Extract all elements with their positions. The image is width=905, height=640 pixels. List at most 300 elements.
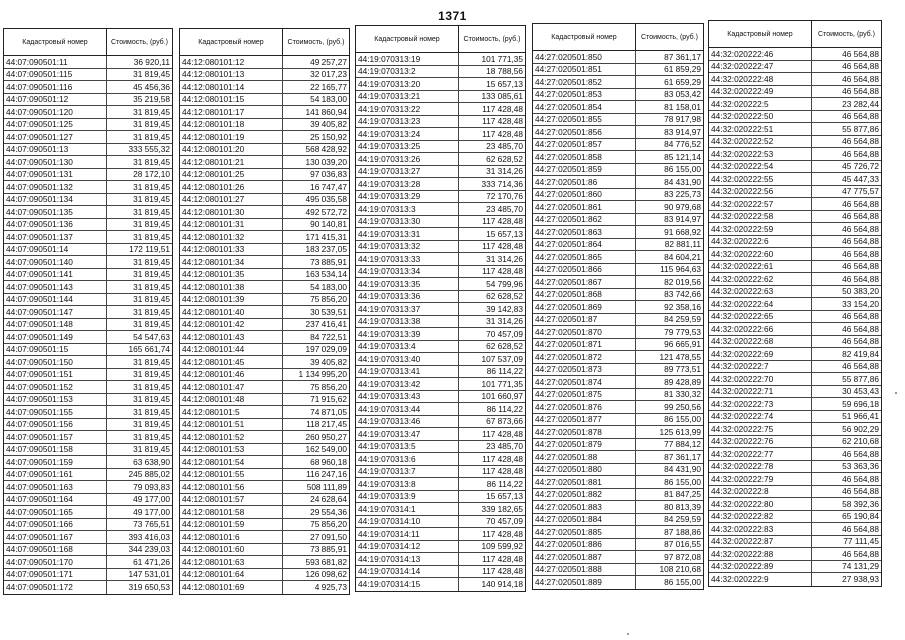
cadastral-number-cell: 44:27:020501:867 <box>533 276 636 288</box>
cost-cell: 117 428,48 <box>482 116 523 127</box>
table-row <box>356 241 525 254</box>
table-row <box>533 451 703 464</box>
cost-cell: 27 091,50 <box>310 531 347 542</box>
cadastral-number-cell: 44:07:090501:140 <box>4 256 107 268</box>
cost-cell: 77 884,12 <box>664 439 701 450</box>
table-row <box>533 364 703 377</box>
cost-cell: 162 549,00 <box>305 444 347 455</box>
table-row <box>4 194 172 207</box>
cadastral-number-cell: 44:07:090501:149 <box>4 331 107 343</box>
cadastral-number-cell: 44:07:090501:141 <box>4 269 107 281</box>
table-row <box>356 378 525 391</box>
cost-cell: 46 564,88 <box>842 86 879 97</box>
table-row <box>356 203 525 216</box>
cost-cell: 46 564,88 <box>842 336 879 347</box>
cost-cell: 86 114,22 <box>486 366 523 377</box>
cadastral-number-cell: 44:07:090501:171 <box>4 569 107 581</box>
table-row <box>4 119 172 132</box>
cadastral-number-cell: 44:19:070313:44 <box>356 403 459 415</box>
table-row <box>709 73 881 86</box>
table-row <box>533 564 703 577</box>
table-row <box>356 366 525 379</box>
table-row <box>356 528 525 541</box>
table-row <box>4 169 172 182</box>
cost-cell: 508 111,89 <box>306 481 347 492</box>
cost-cell: 46 564,88 <box>842 148 879 159</box>
cost-cell: 245 885,02 <box>128 469 170 480</box>
cost-cell: 81 847,25 <box>664 489 701 500</box>
cost-cell: 45 456,36 <box>133 81 170 92</box>
cadastral-number-cell: 44:27:020501:851 <box>533 64 636 76</box>
cadastral-number-cell: 44:12:080101:34 <box>180 256 283 268</box>
table-row <box>4 281 172 294</box>
table-row <box>180 56 349 69</box>
cadastral-number-cell: 44:27:020501:875 <box>533 389 636 401</box>
table-row <box>533 489 703 502</box>
cost-cell: 73 885,91 <box>310 256 347 267</box>
table-row <box>180 494 349 507</box>
cadastral-number-cell: 44:32:020222:59 <box>709 223 812 235</box>
cadastral-number-cell: 44:19:070313:34 <box>356 266 459 278</box>
cost-cell: 46 564,88 <box>842 136 879 147</box>
cadastral-number-cell: 44:19:070313:42 <box>356 378 459 390</box>
header-cost: Стоимость, (руб.) <box>111 38 168 46</box>
header-cost: Стоимость, (руб.) <box>463 35 521 43</box>
table-row <box>709 573 881 586</box>
cadastral-number-cell: 44:19:070314:12 <box>356 541 459 553</box>
cost-cell: 49 257,27 <box>310 56 347 67</box>
cadastral-number-cell: 44:19:070314:14 <box>356 566 459 578</box>
cadastral-number-cell: 44:32:020222:65 <box>709 311 812 323</box>
cost-cell: 46 564,88 <box>842 311 879 322</box>
cost-cell: 79 093,83 <box>133 481 170 492</box>
cadastral-number-cell: 44:07:090501:137 <box>4 231 107 243</box>
table-row <box>709 261 881 274</box>
cost-cell: 83 053,42 <box>664 89 701 100</box>
table-row <box>4 81 172 94</box>
cadastral-number-cell: 44:27:020501:856 <box>533 126 636 138</box>
cost-cell: 63 638,90 <box>133 456 170 467</box>
table-row <box>180 569 349 582</box>
table-column-1 <box>3 28 173 595</box>
cost-cell: 46 564,88 <box>842 548 879 559</box>
cost-cell: 46 564,88 <box>842 236 879 247</box>
cost-cell: 89 428,89 <box>664 376 701 387</box>
table-row <box>4 131 172 144</box>
table-row <box>533 289 703 302</box>
cost-cell: 39 142,83 <box>486 303 523 314</box>
cost-cell: 117 428,48 <box>482 241 523 252</box>
cadastral-number-cell: 44:07:090501:131 <box>4 169 107 181</box>
table-row <box>709 286 881 299</box>
table-header <box>533 24 703 51</box>
table-row <box>709 486 881 499</box>
cost-cell: 339 182,65 <box>481 503 523 514</box>
header-cadastral-number: Кадастровый номер <box>356 26 459 52</box>
table-row <box>4 419 172 432</box>
cadastral-number-cell: 44:32:020222:78 <box>709 461 812 473</box>
table-row <box>180 181 349 194</box>
table-row <box>180 69 349 82</box>
cadastral-number-cell: 44:27:020501:874 <box>533 376 636 388</box>
cadastral-number-cell: 44:27:020501:868 <box>533 289 636 301</box>
cost-cell: 30 539,51 <box>310 306 347 317</box>
table-row <box>4 531 172 544</box>
cadastral-number-cell: 44:12:080101:6 <box>180 531 283 543</box>
table-row <box>533 139 703 152</box>
table-row <box>709 223 881 236</box>
cadastral-number-cell: 44:19:070314:11 <box>356 528 459 540</box>
cadastral-number-cell: 44:12:080101:58 <box>180 506 283 518</box>
cadastral-number-cell: 44:19:070313:27 <box>356 166 459 178</box>
cadastral-number-cell: 44:32:020222:49 <box>709 86 812 98</box>
cost-cell: 31 819,45 <box>133 294 170 305</box>
table-row <box>180 419 349 432</box>
cost-cell: 46 564,88 <box>842 523 879 534</box>
cadastral-number-cell: 44:12:080101:31 <box>180 219 283 231</box>
cost-cell: 163 534,14 <box>305 269 347 280</box>
cadastral-number-cell: 44:32:020222:9 <box>709 573 812 586</box>
table-header <box>4 29 172 56</box>
table-row <box>533 501 703 514</box>
cadastral-number-cell: 44:07:090501:144 <box>4 294 107 306</box>
table-row <box>4 219 172 232</box>
cadastral-number-cell: 44:12:080101:69 <box>180 581 283 594</box>
cost-cell: 81 330,32 <box>664 389 701 400</box>
cost-cell: 117 428,48 <box>482 266 523 277</box>
cadastral-number-cell: 44:12:080101:13 <box>180 69 283 81</box>
cadastral-number-cell: 44:12:080101:21 <box>180 156 283 168</box>
cost-cell: 82 881,11 <box>664 239 701 250</box>
table-row <box>4 294 172 307</box>
cadastral-number-cell: 44:12:080101:18 <box>180 119 283 131</box>
table-row <box>180 456 349 469</box>
cost-cell: 78 917,98 <box>664 114 701 125</box>
table-row <box>533 464 703 477</box>
table-row <box>180 244 349 257</box>
cost-cell: 54 799,96 <box>486 278 523 289</box>
table-row <box>4 331 172 344</box>
cost-cell: 74 871,05 <box>310 406 347 417</box>
cadastral-number-cell: 44:32:020222:56 <box>709 186 812 198</box>
cadastral-number-cell: 44:19:070313:40 <box>356 353 459 365</box>
cost-cell: 116 247,16 <box>306 469 347 480</box>
table-row <box>4 206 172 219</box>
cadastral-number-cell: 44:07:090501:15 <box>4 344 107 356</box>
cost-cell: 31 314,26 <box>486 166 523 177</box>
cadastral-number-cell: 44:27:020501:885 <box>533 526 636 538</box>
page-number: 1371 <box>438 9 467 23</box>
table-row <box>533 89 703 102</box>
table-row <box>180 306 349 319</box>
cadastral-number-cell: 44:12:080101:33 <box>180 244 283 256</box>
table-row <box>709 398 881 411</box>
table-row <box>533 214 703 227</box>
table-row <box>533 389 703 402</box>
cost-cell: 90 979,68 <box>664 201 701 212</box>
table-row <box>356 478 525 491</box>
cost-cell: 80 813,39 <box>664 501 701 512</box>
table-row <box>356 53 525 66</box>
table-row <box>709 336 881 349</box>
cost-cell: 333 555,32 <box>128 144 170 155</box>
cost-cell: 46 564,88 <box>842 211 879 222</box>
table-row <box>4 144 172 157</box>
cost-cell: 49 177,00 <box>133 494 170 505</box>
cadastral-number-cell: 44:32:020222:74 <box>709 411 812 423</box>
cadastral-number-cell: 44:32:020222:73 <box>709 398 812 410</box>
table-row <box>4 469 172 482</box>
table-row <box>4 581 172 594</box>
table-row <box>533 51 703 64</box>
cost-cell: 46 564,88 <box>842 248 879 259</box>
table-row <box>180 156 349 169</box>
cost-cell: 197 029,09 <box>305 344 347 355</box>
cost-cell: 53 363,36 <box>842 461 879 472</box>
cost-cell: 31 819,45 <box>133 269 170 280</box>
cadastral-number-cell: 44:27:020501:850 <box>533 51 636 63</box>
cadastral-number-cell: 44:27:020501:853 <box>533 89 636 101</box>
cost-cell: 70 457,09 <box>486 328 523 339</box>
cadastral-number-cell: 44:12:080101:54 <box>180 456 283 468</box>
table-row <box>356 291 525 304</box>
table-row <box>709 411 881 424</box>
cadastral-number-cell: 44:19:070313:28 <box>356 178 459 190</box>
cadastral-number-cell: 44:19:070313:6 <box>356 453 459 465</box>
cost-cell: 117 428,48 <box>482 553 523 564</box>
cadastral-number-cell: 44:12:080101:26 <box>180 181 283 193</box>
cost-cell: 333 714,36 <box>481 178 523 189</box>
cadastral-number-cell: 44:32:020222:5 <box>709 98 812 110</box>
table-row <box>180 81 349 94</box>
table-row <box>533 239 703 252</box>
cost-cell: 107 537,09 <box>481 353 523 364</box>
cost-cell: 75 856,20 <box>310 294 347 305</box>
table-column-4 <box>532 23 704 590</box>
cost-cell: 46 564,88 <box>842 261 879 272</box>
cost-cell: 28 172,10 <box>133 169 170 180</box>
table-row <box>533 576 703 589</box>
cadastral-number-cell: 44:27:020501:889 <box>533 576 636 589</box>
cost-cell: 31 314,26 <box>486 316 523 327</box>
cadastral-number-cell: 44:07:090501:170 <box>4 556 107 568</box>
table-row <box>4 456 172 469</box>
cadastral-number-cell: 44:12:080101:12 <box>180 56 283 68</box>
cost-cell: 86 155,00 <box>664 476 701 487</box>
cadastral-number-cell: 44:32:020222:7 <box>709 361 812 373</box>
cost-cell: 31 819,45 <box>133 444 170 455</box>
cadastral-number-cell: 44:32:020222:70 <box>709 373 812 385</box>
table-column-5 <box>708 20 882 587</box>
cadastral-number-cell: 44:12:080101:20 <box>180 144 283 156</box>
cost-cell: 117 428,48 <box>482 128 523 139</box>
cadastral-number-cell: 44:27:020501:857 <box>533 139 636 151</box>
cost-cell: 344 239,03 <box>128 544 170 555</box>
cost-cell: 29 554,36 <box>310 506 347 517</box>
cost-cell: 31 819,45 <box>133 281 170 292</box>
table-row <box>356 116 525 129</box>
cadastral-number-cell: 44:12:080101:38 <box>180 281 283 293</box>
cost-cell: 260 950,27 <box>305 431 347 442</box>
table-row <box>356 141 525 154</box>
table-row <box>709 536 881 549</box>
cost-cell: 83 914,97 <box>664 126 701 137</box>
cost-cell: 4 925,73 <box>314 582 347 593</box>
cost-cell: 16 747,47 <box>310 181 347 192</box>
cost-cell: 84 259,59 <box>664 514 701 525</box>
table-row <box>180 506 349 519</box>
cadastral-number-cell: 44:32:020222:88 <box>709 548 812 560</box>
table-row <box>4 369 172 382</box>
cost-cell: 140 914,18 <box>481 579 523 590</box>
cadastral-number-cell: 44:27:020501:859 <box>533 164 636 176</box>
cadastral-number-cell: 44:12:080101:27 <box>180 194 283 206</box>
cost-cell: 83 225,73 <box>664 189 701 200</box>
cost-cell: 117 428,48 <box>482 528 523 539</box>
cadastral-number-cell: 44:19:070313:43 <box>356 391 459 403</box>
cadastral-number-cell: 44:07:090501:151 <box>4 369 107 381</box>
cost-cell: 31 819,45 <box>133 319 170 330</box>
cost-cell: 86 114,22 <box>486 403 523 414</box>
cadastral-number-cell: 44:27:020501:860 <box>533 189 636 201</box>
cadastral-number-cell: 44:07:090501:152 <box>4 381 107 393</box>
table-row <box>709 186 881 199</box>
cadastral-number-cell: 44:27:020501:871 <box>533 339 636 351</box>
table-row <box>533 126 703 139</box>
cost-cell: 59 696,18 <box>842 398 879 409</box>
cadastral-number-cell: 44:07:090501:172 <box>4 581 107 594</box>
table-row <box>356 128 525 141</box>
table-row <box>709 148 881 161</box>
table-row <box>180 531 349 544</box>
cost-cell: 54 547,63 <box>133 331 170 342</box>
cadastral-number-cell: 44:07:090501:134 <box>4 194 107 206</box>
header-cadastral-number: Кадастровый номер <box>180 29 283 55</box>
cost-cell: 46 564,88 <box>842 323 879 334</box>
cadastral-number-cell: 44:12:080101:45 <box>180 356 283 368</box>
header-cost: Стоимость, (руб.) <box>641 33 698 41</box>
cost-cell: 82 419,84 <box>842 348 879 359</box>
table-row <box>356 91 525 104</box>
cadastral-number-cell: 44:19:070313:22 <box>356 103 459 115</box>
cadastral-number-cell: 44:32:020222:75 <box>709 423 812 435</box>
cadastral-number-cell: 44:07:090501:120 <box>4 106 107 118</box>
cost-cell: 31 819,45 <box>133 306 170 317</box>
table-row <box>180 144 349 157</box>
cost-cell: 31 819,45 <box>133 381 170 392</box>
cost-cell: 593 681,82 <box>305 556 347 567</box>
table-row <box>4 56 172 69</box>
cost-cell: 117 428,48 <box>482 216 523 227</box>
cost-cell: 55 877,86 <box>842 123 879 134</box>
cadastral-number-cell: 44:19:070313:3 <box>356 203 459 215</box>
cadastral-number-cell: 44:07:090501:166 <box>4 519 107 531</box>
cost-cell: 97 036,83 <box>310 169 347 180</box>
cadastral-number-cell: 44:32:020222:60 <box>709 248 812 260</box>
cost-cell: 46 564,88 <box>842 111 879 122</box>
cadastral-number-cell: 44:07:090501:115 <box>4 69 107 81</box>
cadastral-number-cell: 44:07:090501:163 <box>4 481 107 493</box>
cost-cell: 319 650,53 <box>128 582 170 593</box>
table-row <box>533 414 703 427</box>
header-cadastral-number: Кадастровый номер <box>533 24 636 50</box>
cadastral-number-cell: 44:27:020501:882 <box>533 489 636 501</box>
cadastral-number-cell: 44:27:020501:883 <box>533 501 636 513</box>
table-row <box>4 256 172 269</box>
table-row <box>533 189 703 202</box>
table-row <box>4 69 172 82</box>
cost-cell: 55 877,86 <box>842 373 879 384</box>
table-row <box>533 326 703 339</box>
cost-cell: 86 114,22 <box>486 478 523 489</box>
table-row <box>533 439 703 452</box>
cadastral-number-cell: 44:07:090501:127 <box>4 131 107 143</box>
cadastral-number-cell: 44:32:020222:79 <box>709 473 812 485</box>
cost-cell: 492 572,72 <box>305 206 347 217</box>
cadastral-number-cell: 44:07:090501:12 <box>4 94 107 106</box>
cost-cell: 24 628,64 <box>310 494 347 505</box>
table-row <box>533 114 703 127</box>
cadastral-number-cell: 44:12:080101:53 <box>180 444 283 456</box>
cadastral-number-cell: 44:19:070314:1 <box>356 503 459 515</box>
cadastral-number-cell: 44:12:080101:43 <box>180 331 283 343</box>
table-row <box>4 269 172 282</box>
table-row <box>709 86 881 99</box>
table-row <box>180 581 349 594</box>
table-row <box>356 566 525 579</box>
cadastral-number-cell: 44:07:090501:156 <box>4 419 107 431</box>
cadastral-number-cell: 44:12:080101:39 <box>180 294 283 306</box>
table-row <box>356 253 525 266</box>
table-row <box>180 256 349 269</box>
cadastral-number-cell: 44:32:020222:64 <box>709 298 812 310</box>
cost-cell: 47 775,57 <box>842 186 879 197</box>
table-row <box>4 406 172 419</box>
table-row <box>709 123 881 136</box>
cost-cell: 46 564,88 <box>842 48 879 59</box>
cadastral-number-cell: 44:07:090501:158 <box>4 444 107 456</box>
cost-cell: 58 392,36 <box>842 498 879 509</box>
cadastral-number-cell: 44:12:080101:15 <box>180 94 283 106</box>
table-row <box>709 48 881 61</box>
cadastral-number-cell: 44:32:020222:68 <box>709 336 812 348</box>
cost-cell: 121 478,55 <box>659 351 701 362</box>
table-row <box>180 281 349 294</box>
table-row <box>709 473 881 486</box>
cadastral-number-cell: 44:12:080101:30 <box>180 206 283 218</box>
table-row <box>180 94 349 107</box>
cadastral-number-cell: 44:32:020222:89 <box>709 561 812 573</box>
cost-cell: 172 119,51 <box>129 244 170 255</box>
scan-speck <box>627 633 629 635</box>
cost-cell: 31 819,45 <box>133 194 170 205</box>
table-row <box>709 386 881 399</box>
cost-cell: 31 819,45 <box>133 419 170 430</box>
cost-cell: 101 771,35 <box>481 53 523 64</box>
table-row <box>533 101 703 114</box>
table-row <box>709 348 881 361</box>
cadastral-number-cell: 44:12:080101:19 <box>180 131 283 143</box>
cadastral-number-cell: 44:07:090501:125 <box>4 119 107 131</box>
cadastral-number-cell: 44:19:070313:19 <box>356 53 459 65</box>
cost-cell: 118 217,45 <box>306 419 347 430</box>
cost-cell: 31 819,45 <box>133 181 170 192</box>
table-row <box>356 453 525 466</box>
cost-cell: 31 819,45 <box>133 356 170 367</box>
table-row <box>356 153 525 166</box>
cadastral-number-cell: 44:19:070313:24 <box>356 128 459 140</box>
cost-cell: 65 190,84 <box>842 511 879 522</box>
